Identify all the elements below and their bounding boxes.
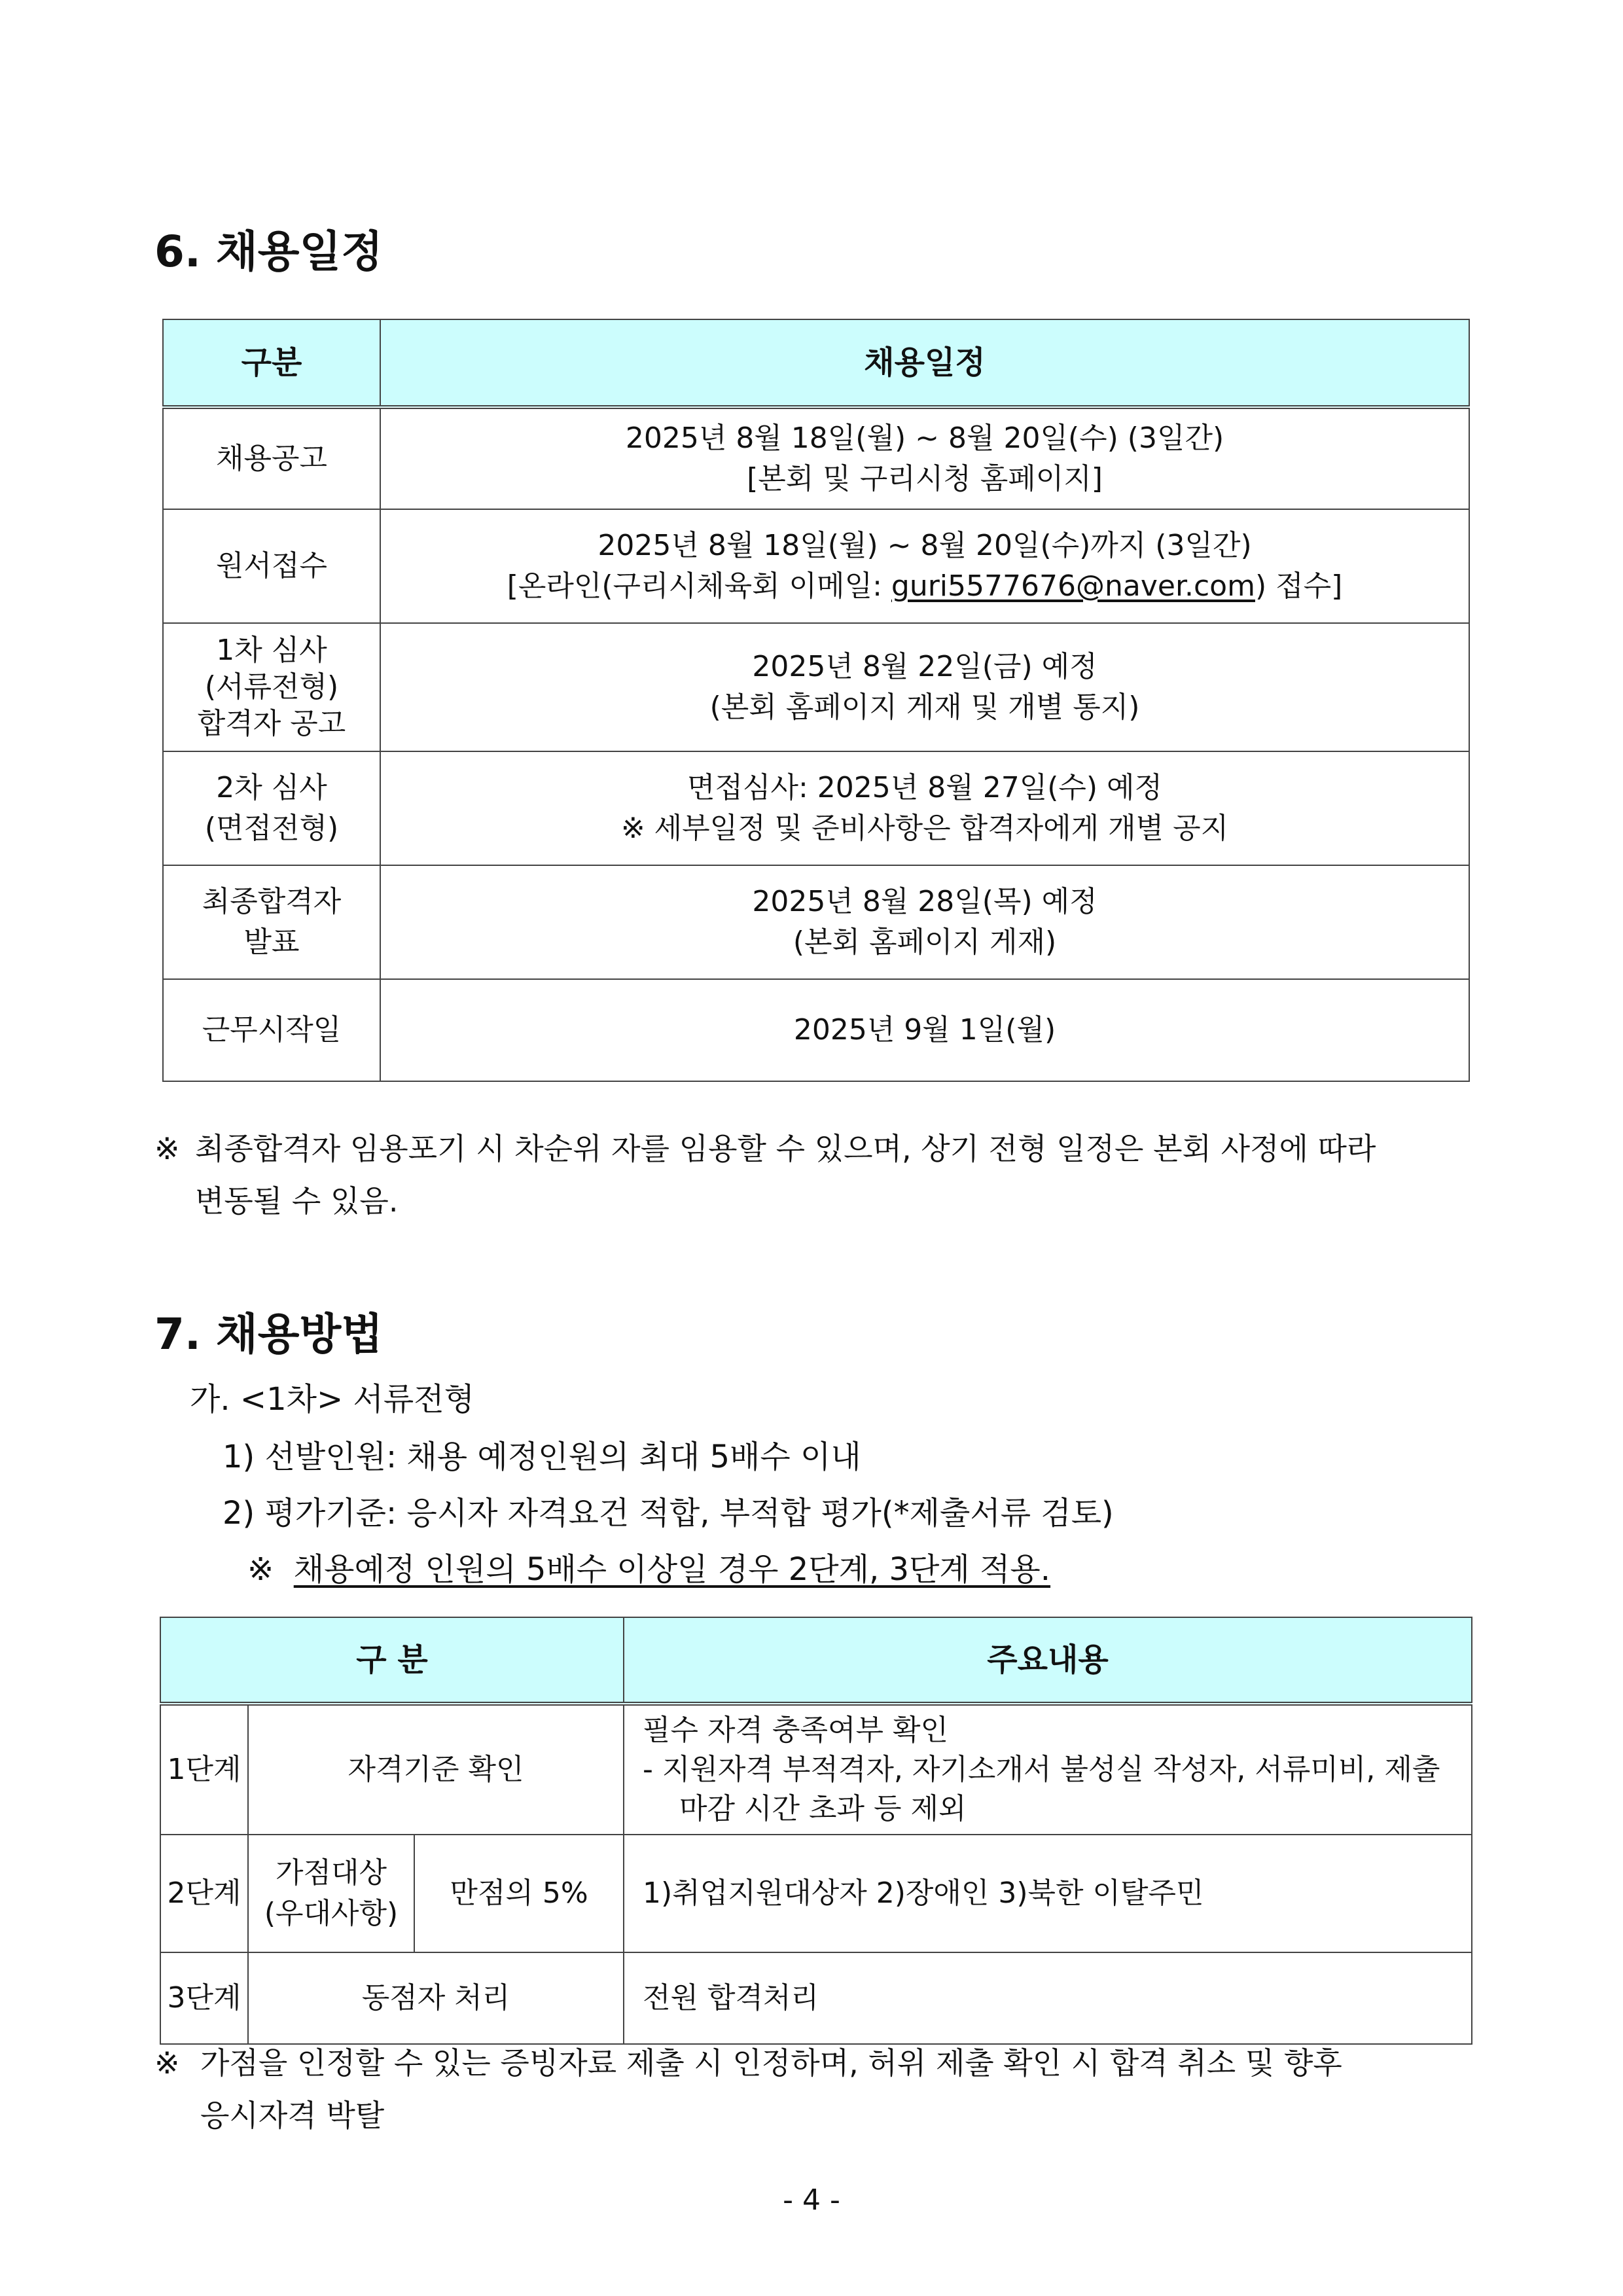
stage-cell: 1단계 (160, 1704, 248, 1835)
row-schedule: 2025년 8월 28일(목) 예정 (본회 홈페이지 게재) (380, 865, 1469, 979)
table-row (163, 751, 1469, 865)
row-label: 채용공고 (163, 407, 380, 509)
section-7-title: 7. 채용방법 (154, 1309, 383, 1359)
table-row (163, 865, 1469, 979)
header-category: 구분 (163, 319, 380, 407)
stage-cell: 3단계 (160, 1952, 248, 2044)
note-mark: ※ (154, 1131, 180, 1166)
row-schedule: 2025년 9월 1일(월) (380, 979, 1469, 1081)
schedule-note: ※ 최종합격자 임용포기 시 차순위 자를 임용할 수 있으며, 상기 전형 일정은 본회 사정에 따라 변동될 수 있음. (154, 1122, 1463, 1227)
content-cell: 필수 자격 충족여부 확인 - 지원자격 부적격자, 자기소개서 불성실 작성자, 서류미비, 제출 마감 시간 초과 등 제외 (624, 1704, 1472, 1835)
criterion-cell: 자격기준 확인 (248, 1704, 624, 1835)
table-row (163, 407, 1469, 509)
row-schedule: 2025년 8월 18일(월) ~ 8월 20일(수) (3일간) [본회 및 구리시청 홈페이지] (380, 407, 1469, 509)
content-cell: 전원 합격처리 (624, 1952, 1472, 2044)
row-label: 최종합격자 발표 (163, 865, 380, 979)
table-row (160, 1952, 1472, 2044)
score-cell: 만점의 5% (414, 1835, 624, 1952)
outline-item-1: 1) 선발인원: 채용 예정인원의 최대 5배수 이내 (223, 1439, 861, 1475)
outline-note: ※ 채용예정 인원의 5배수 이상일 경우 2단계, 3단계 적용. (247, 1551, 1051, 1588)
page-number: - 4 - (783, 2183, 840, 2217)
row-label: 1차 심사 (서류전형) 합격자 공고 (163, 623, 380, 751)
table-row (160, 1835, 1472, 1952)
section-6-title: 6. 채용일정 (154, 226, 383, 277)
content-cell: 1)취업지원대상자 2)장애인 3)북한 이탈주민 (624, 1835, 1472, 1952)
row-schedule: 2025년 8월 18일(월) ~ 8월 20일(수)까지 (3일간) [온라인(구리시체육회 이메일: guri5577676@naver.com) 접수] (380, 509, 1469, 623)
bonus-note: ※ 가점을 인정할 수 있는 증빙자료 제출 시 인정하며, 허위 제출 확인 시 합격 취소 및 향후 응시자격 박탈 (154, 2037, 1472, 2142)
note-mark: ※ (154, 2045, 180, 2081)
table-row (163, 979, 1469, 1081)
row-label: 2차 심사 (면접전형) (163, 751, 380, 865)
selection-method-table (160, 1617, 1472, 2045)
row-schedule: 면접심사: 2025년 8월 27일(수) 예정 ※ 세부일정 및 준비사항은 합격자에게 개별 공지 (380, 751, 1469, 865)
outline-item-ga: 가. <1차> 서류전형 (190, 1381, 474, 1418)
header-schedule: 채용일정 (380, 319, 1469, 407)
table-row (163, 509, 1469, 623)
row-label: 원서접수 (163, 509, 380, 623)
table-header-row (160, 1617, 1472, 1704)
header-category: 구 분 (160, 1617, 624, 1704)
table-row (163, 623, 1469, 751)
stage-cell: 2단계 (160, 1835, 248, 1952)
criterion-cell: 동점자 처리 (248, 1952, 624, 2044)
recruitment-schedule-table (162, 319, 1470, 1082)
criterion-cell: 가점대상 (우대사항) (248, 1835, 414, 1952)
table-row (160, 1704, 1472, 1835)
table-header-row (163, 319, 1469, 407)
row-label: 근무시작일 (163, 979, 380, 1081)
row-schedule: 2025년 8월 22일(금) 예정 (본회 홈페이지 게재 및 개별 통지) (380, 623, 1469, 751)
outline-item-2: 2) 평가기준: 응시자 자격요건 적합, 부적합 평가(*제출서류 검토) (223, 1495, 1114, 1532)
header-content: 주요내용 (624, 1617, 1472, 1704)
email-link[interactable]: guri5577676@naver.com (891, 569, 1255, 603)
